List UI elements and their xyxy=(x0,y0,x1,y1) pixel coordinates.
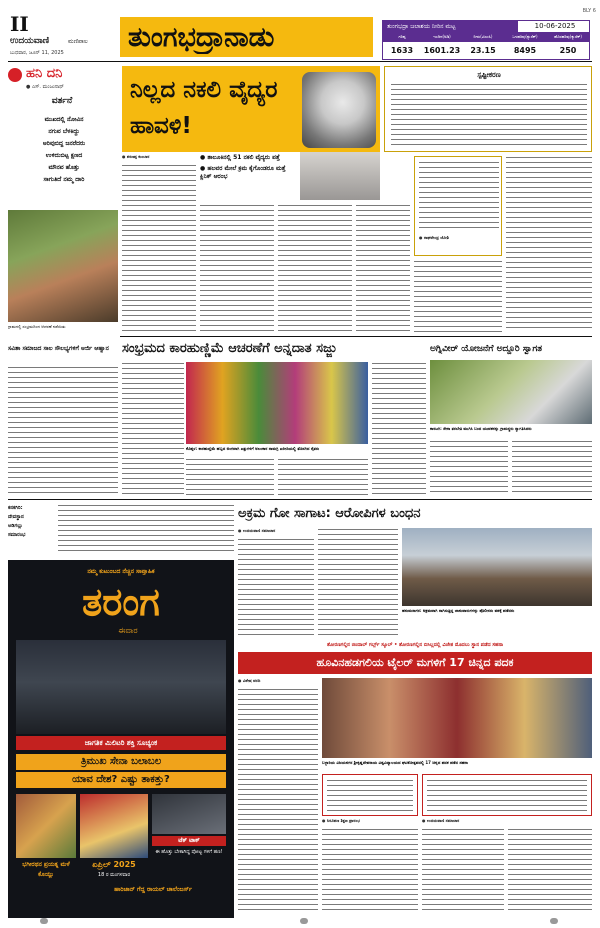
lead-headline-banner xyxy=(122,66,380,152)
ad-gadget-photo xyxy=(152,794,226,834)
clarification-title: ಸ್ಪಷ್ಟೀಕರಣ xyxy=(477,71,501,79)
ad-question-1: ತ್ರಿಮುಖ ಸೇನಾ ಬಲಾಬಲ xyxy=(16,754,226,770)
section-title: ತುಂಗಭದ್ರಾನಾಡು xyxy=(128,22,275,53)
award-photo xyxy=(322,678,592,758)
hani-dani-column xyxy=(8,64,118,340)
dam-header-0: ಗರಿಷ್ಠ xyxy=(398,34,406,39)
cow-body-col-1 xyxy=(238,538,314,636)
section-title-banner xyxy=(120,17,373,57)
cow-photo xyxy=(402,528,592,606)
dam-value-0: 1633 xyxy=(390,46,414,55)
dam-value-1: 1601.23 xyxy=(423,46,461,55)
column-line: ಅರಿವುಬಿದ್ದ ಜನರೆದರು xyxy=(42,140,86,147)
right-body-col-1 xyxy=(414,260,502,332)
brief-line: ದೇವಸ್ಥಾನ xyxy=(8,514,24,520)
column-line: ನಗುವ ಬೆಳಕಿದ್ದು xyxy=(48,128,80,135)
lead-photo-strip xyxy=(300,152,380,200)
page-numeral: II xyxy=(10,12,29,34)
ad-left-caption: ಭಗೀರಥನ ಪ್ರಯತ್ನ ಮಳೆ ಕೊಯ್ಲು xyxy=(22,861,70,878)
stethoscope-photo xyxy=(302,72,376,148)
clarification-body xyxy=(391,83,587,147)
column-line: ಮೌನವ ಹೊತ್ತು xyxy=(48,164,80,171)
lead-highlight: ● ಹಲವರ ಮೇಲೆ ಕ್ರಮ ಕೈಗೊಂಡರೂ ಮತ್ತೆ ಕ್ಲಿನಿಕ್ ಆರಂಭ xyxy=(200,165,286,180)
clarification-box xyxy=(384,66,592,152)
masthead-rule xyxy=(8,61,592,62)
dam-level-date: 10-06-2025 xyxy=(534,22,576,30)
dam-header-4: ಹೊರಹರಿವು(ಕ್ಯುಸೆಕ್) xyxy=(554,34,582,39)
mid-headline: ಸಂಭ್ರಮದ ಕಾರಹುಣ್ಣಿಮೆ ಆಚರಣೆಗೆ ಅನ್ನದಾತ ಸಜ್ಜು xyxy=(122,341,337,356)
ad-bottom-caption: ಹಾರಿಜಾನ್ ಗೆದ್ದ ರಾಯಲ್ ಚಾಲೆಂಜರ್ಸ್ xyxy=(114,886,192,893)
award-byline: ● ವಿಶೇಷ ವರದಿ xyxy=(238,678,261,683)
dam-level-box xyxy=(382,20,590,60)
column-photo-caption: ಗ್ರಾಮದಲ್ಲಿ ಸಂಭ್ರಮದಿಂದ ಆಚರಣೆ ನಡೆಯಿತು xyxy=(8,324,66,329)
mid-body-col-3 xyxy=(278,458,368,496)
subbox-body xyxy=(419,161,499,231)
lead-highlight: ● ತಾಲೂಕಿನಲ್ಲಿ 51 ನಕಲಿ ವೈದ್ಯರು ಪತ್ತೆ xyxy=(200,154,280,161)
lead-body-col-4 xyxy=(356,204,410,332)
registration-mark xyxy=(40,918,48,924)
ad-issue-date: ಏಪ್ರಿಲ್ 2025 xyxy=(92,860,136,869)
subbox-byline: ● ರಾಘವೇಂದ್ರ ಜೋಶಿ xyxy=(419,235,449,240)
mid-body-col-2 xyxy=(186,458,274,496)
dam-level-title: ತುಂಗಭದ್ರಾ ಜಲಾಶಯ ನೀರಿನ ಮಟ್ಟ xyxy=(383,21,518,32)
column-byline: ● ಎಸ್. ಮಂಜುನಾಥ್ xyxy=(26,84,64,90)
date-line: ಬುಧವಾರ, ಜೂನ್ 11, 2025 xyxy=(10,50,64,56)
mid-photo xyxy=(186,362,368,444)
lead-body-col-1 xyxy=(122,164,196,332)
mid-body-col-1 xyxy=(122,362,184,494)
column-photo xyxy=(8,210,118,322)
dam-value-3: 8495 xyxy=(513,46,537,55)
ad-left-photo xyxy=(16,794,76,858)
column-body xyxy=(12,114,116,204)
column-line: ಮುಖದಲ್ಲಿ ನೋವಿನ xyxy=(44,116,84,123)
ad-subtitle: ಈವಾರ xyxy=(118,626,138,635)
column-line: ಉಳಿದುಬಿಟ್ಟ ಕ್ಷಣದ xyxy=(45,152,83,159)
ad-banner: ಜಾಗತಿಕ ಮಿಲಿಟರಿ ಶಕ್ತಿ ಸೂಚ್ಯಂಕ xyxy=(16,736,226,750)
lead-body-col-2 xyxy=(200,204,274,332)
paper-name: ಉದಯವಾಣಿ xyxy=(10,36,50,46)
award-headline: ಹೂವಿನಹಡಗಲಿಯ ಟೈಲರ್ ಮಗಳಿಗೆ 17 ಚಿನ್ನದ ಪದಕ xyxy=(316,656,514,669)
section-rule-1 xyxy=(120,336,592,337)
brief-line: ಸಮಾರಂಭ xyxy=(8,532,26,538)
cow-story-byline: ● ಉದಯವಾಣಿ ಸಮಾಚಾರ xyxy=(238,528,276,533)
small-brief xyxy=(8,504,54,554)
ad-logo: ತರಂಗ xyxy=(82,580,160,624)
brief-right-byline: ● ಉದಯವಾಣಿ ಸಮಾಚಾರ xyxy=(422,818,460,823)
award-body-col-4 xyxy=(508,828,592,910)
dam-header-2: ನೀರು(ಟಿಎಂಸಿ) xyxy=(473,34,493,39)
section-rule-2 xyxy=(8,499,592,500)
ad-issue-sub: 18 ರ ಮಂಗಳವಾರ xyxy=(97,872,131,878)
lead-headline: ನಿಲ್ಲದ ನಕಲಿ ವೈದ್ಯರ ಹಾವಳಿ! xyxy=(130,77,278,139)
brief-box-1 xyxy=(322,774,418,816)
edition-name: ಮಣಿಪಾಲ xyxy=(68,38,88,45)
dam-value-2: 23.15 xyxy=(470,46,496,55)
brief-box-2-body xyxy=(427,779,587,811)
lead-body-col-3 xyxy=(278,204,352,332)
right-story-body-2 xyxy=(512,440,592,496)
column-heading: ವರ್ತನೆ xyxy=(51,96,73,106)
right-story-photo xyxy=(430,360,592,424)
brief-left-byline: ● ನಿರೂಪಣ ಶಿಕ್ಷಣ ಪ್ರಾರಂಭ xyxy=(322,818,360,823)
lead-highlights xyxy=(200,154,296,200)
mid-photo-caption: ಕೊಪ್ಪಳ: ಕಾರಹುಣ್ಣಿಮೆ ಹಬ್ಬದ ಅಂಗವಾಗಿ ಎತ್ತುಗಳಿಗೆ ಅಲಂಕಾರ ಸಾಮಗ್ರಿ ಖರೀದಿಯಲ್ಲಿ ತೊಡಗಿದ ರೈತರು xyxy=(186,446,320,451)
right-story-caption: ಕಾರಟಗಿ: ಸೇನಾ ತರಬೇತಿ ಮುಗಿಸಿ ಬಂದ ಯುವಕನನ್ನು ಗ್ರಾಮಸ್ಥರು ಸ್ವಾಗತಿಸಿದರು xyxy=(430,426,532,431)
cow-photo-caption: ಹನುಮಸಾಗರ: ಅಕ್ರಮವಾಗಿ ಸಾಗಿಸುತ್ತಿದ್ದ ಜಾನುವಾರುಗಳನ್ನು ಪೊಲೀಸರು ವಶಕ್ಕೆ ಪಡೆದರು xyxy=(402,608,515,613)
dam-header-1: ಇಂದಿನ(ಅಡಿ) xyxy=(433,34,451,39)
award-kicker: ತೋರಣಗಲ್ಲಿನ ಜಿಂದಾಲ್ ಗರ್ಲ್ಸ್ ಸ್ಕೂಲ್ • ತೋರಣಗಲ್ಲಿನ ಬಿಸಿಲ್ಲದಲ್ಲಿ ವಿಜೇತ ಮೊದಲು ಸ್ಥಾನ ಪಡೆದ ಸಹನಾ xyxy=(326,642,504,648)
award-body-col-2 xyxy=(322,828,418,910)
ad-gadget-label: ಟೆಕ್ ಟಾಕ್ xyxy=(152,836,226,846)
cow-body-col-2 xyxy=(318,528,398,636)
notice-body xyxy=(8,366,118,496)
brand-badge xyxy=(8,68,22,82)
taranga-ad xyxy=(8,560,234,918)
clarification-subbox xyxy=(414,156,502,256)
ad-tagline: ನಮ್ಮ ಕುಟುಂಬದ ನೆಚ್ಚಿನ ಸಾಪ್ತಾಹಿಕ xyxy=(87,568,155,575)
ad-magazine-cover xyxy=(80,794,148,858)
brief-line: ಕನಕಗಿರಿ: xyxy=(8,505,23,511)
dam-level-header-row xyxy=(383,32,589,42)
notice-title: ಸವಿತಾ ಸಮಾಜದ ಸಾಲ ಸೌಲಭ್ಯಗಳಿಗೆ ಅರ್ಜಿ ಆಹ್ವಾನ xyxy=(8,345,109,352)
right-story-body-1 xyxy=(430,440,508,496)
brief-line: ಅಡಿಗಲ್ಲು xyxy=(8,523,23,529)
right-body-col-2 xyxy=(506,156,592,332)
registration-mark xyxy=(550,918,558,924)
brief-box-1-body xyxy=(327,779,413,811)
cow-story-headline: ಅಕ್ರಮ ಗೋ ಸಾಗಾಟ: ಆರೋಪಿಗಳ ಬಂಧನ xyxy=(238,506,421,521)
ad-gadget-text: ಈ ಹೊತ್ತು ಬೇಕಾಗಿದ್ದ ಪೋಟ್ಟ ಗಳಿಗೆ ಹಣ! xyxy=(155,849,223,855)
mid-body-col-4 xyxy=(372,362,426,496)
award-body-col-3 xyxy=(422,828,504,910)
small-brief-body xyxy=(58,504,234,554)
award-headline-banner xyxy=(238,652,592,674)
ad-question-2: ಯಾವ ದೇಶ? ಎಷ್ಟು ತಾಕತ್ತು? xyxy=(16,772,226,788)
right-story-headline: ಅಗ್ನಿವೀರ್ ಯೋಜನೆಗೆ ಅದ್ದೂರಿ ಸ್ವಾಗತ xyxy=(430,344,543,354)
column-brand: ಹನಿ ದನಿ xyxy=(26,66,63,81)
registration-mark xyxy=(300,918,308,924)
award-photo-caption: ಬಳ್ಳಾರಿಯ ವಿಜಯನಗರ ಶ್ರೀಕೃಷ್ಣದೇವರಾಯ ವಿಶ್ವವಿದ್ಯಾಲಯದ ಘಟಿಕೋತ್ಸವದಲ್ಲಿ 17 ಚಿನ್ನದ ಪದಕ ಪಡೆದ ಸಹನಾ xyxy=(322,760,468,765)
barcode-label: BLY 6 xyxy=(582,8,596,14)
column-line: ಸಾಗುತಿದೆ ನಮ್ಮ ದಾರಿ xyxy=(43,176,85,183)
brief-box-2 xyxy=(422,774,592,816)
dam-header-3: ಒಳಹರಿವು(ಕ್ಯುಸೆಕ್) xyxy=(512,34,538,39)
award-body-col-1 xyxy=(238,688,318,910)
ad-soldiers-image xyxy=(16,640,226,734)
dam-value-4: 250 xyxy=(559,46,577,55)
lead-byline: ● ಶರಣಪ್ಪ ಕುಂಬಾರ xyxy=(122,154,150,159)
dam-level-value-row xyxy=(383,43,589,59)
